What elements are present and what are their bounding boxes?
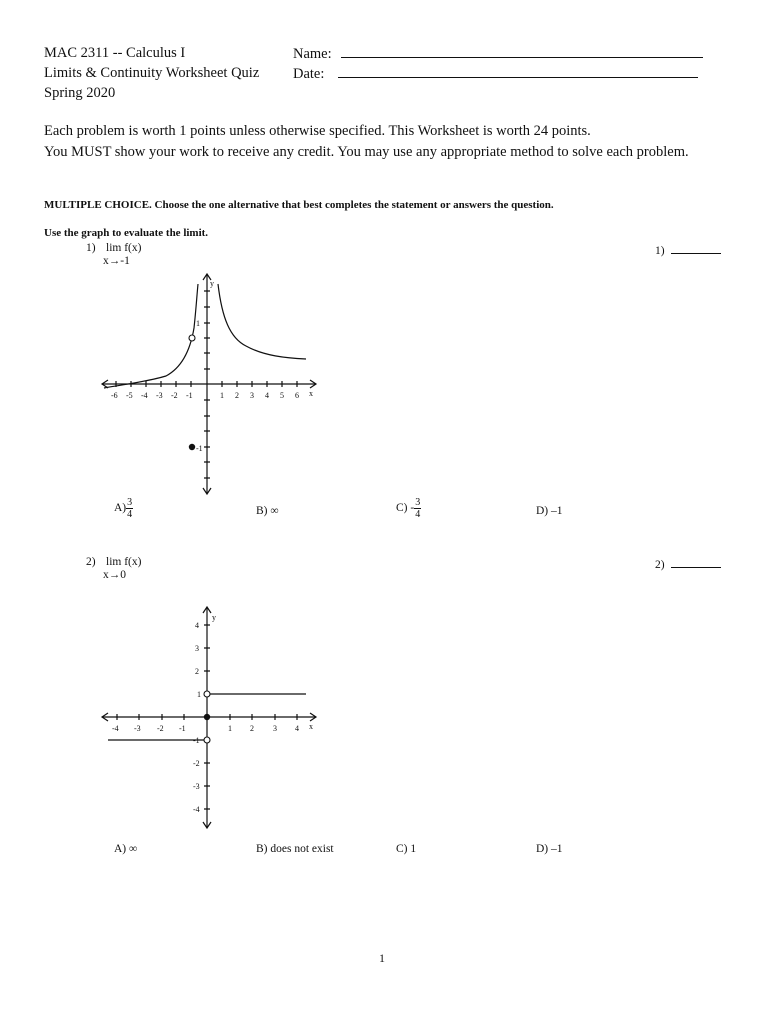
fraction xyxy=(414,497,421,520)
choice-2c[interactable]: C) 1 xyxy=(396,843,417,855)
x-tick-label: -4 xyxy=(141,391,148,400)
x-tick-label: -2 xyxy=(157,724,164,733)
x-tick-label: -3 xyxy=(134,724,141,733)
y-tick-label: -4 xyxy=(193,805,200,814)
section-subtitle: Use the graph to evaluate the limit. xyxy=(44,227,209,239)
open-point xyxy=(204,737,210,743)
y-axis-label: y xyxy=(210,279,214,288)
date-row xyxy=(293,65,698,83)
name-row xyxy=(293,45,703,63)
x-tick-label: 1 xyxy=(228,724,232,733)
date-label: Date: xyxy=(293,66,325,82)
course-title: MAC 2311 -- Calculus I xyxy=(44,45,186,61)
y-tick-label: 1 xyxy=(196,319,200,328)
fraction-numerator: 3 xyxy=(415,497,421,508)
x-tick-label: -1 xyxy=(186,391,193,400)
y-tick-label: 3 xyxy=(195,644,199,653)
choice-1a[interactable] xyxy=(114,497,133,520)
answer-1-label: 1) xyxy=(655,245,665,257)
x-tick-label: 3 xyxy=(250,391,254,400)
x-tick-label: 3 xyxy=(273,724,277,733)
name-label: Name: xyxy=(293,46,332,62)
y-tick-label: 1 xyxy=(197,690,201,699)
answer-2-label: 2) xyxy=(655,559,665,571)
x-tick-label: 6 xyxy=(295,391,299,400)
instructions-line-1: Each problem is worth 1 points unless otherwise specified. This Worksheet is worth 24 points. xyxy=(44,123,591,139)
choice-1b[interactable]: B) ∞ xyxy=(256,505,279,517)
problem-1-lim-sub: x→-1 xyxy=(103,255,130,267)
x-tick-label: -5 xyxy=(126,391,133,400)
quiz-title: Limits & Continuity Worksheet Quiz xyxy=(44,65,260,81)
x-tick-label: 2 xyxy=(250,724,254,733)
x-tick-label: 4 xyxy=(295,724,299,733)
y-tick-label: 4 xyxy=(195,621,199,630)
instructions-line-2: You MUST show your work to receive any credit. You may use any appropriate method to solve each problem. xyxy=(44,144,689,160)
date-field[interactable] xyxy=(338,65,698,78)
x-tick-label: 1 xyxy=(220,391,224,400)
x-axis-label: x xyxy=(309,722,313,731)
x-tick-label: -3 xyxy=(156,391,163,400)
answer-1-blank[interactable] xyxy=(671,242,721,254)
choice-2a[interactable]: A) ∞ xyxy=(114,843,138,855)
name-field[interactable] xyxy=(341,45,703,58)
problem-2-number: 2) xyxy=(86,556,96,568)
problem-1-number: 1) xyxy=(86,242,96,254)
open-point xyxy=(204,691,210,697)
y-tick-label: -1 xyxy=(193,736,200,745)
fraction-denominator: 4 xyxy=(127,509,133,520)
y-tick-label: -3 xyxy=(193,782,200,791)
x-tick-labels xyxy=(111,391,299,400)
problem-1-lim: lim f(x) xyxy=(106,242,142,254)
x-tick-label: 2 xyxy=(235,391,239,400)
section-title: MULTIPLE CHOICE. Choose the one alternative that best completes the statement or answers the question. xyxy=(44,199,554,211)
x-tick-label: 4 xyxy=(265,391,269,400)
curve-right-branch xyxy=(218,284,306,359)
fraction xyxy=(126,497,133,520)
x-tick-label: -1 xyxy=(179,724,186,733)
y-tick-label: -1 xyxy=(196,444,203,453)
answer-2-row xyxy=(655,556,721,571)
fraction-numerator: 3 xyxy=(127,497,133,508)
x-tick-label: -6 xyxy=(111,391,118,400)
x-axis-label: x xyxy=(309,389,313,398)
term: Spring 2020 xyxy=(44,85,116,101)
problem-2-graph xyxy=(96,602,322,832)
choice-1d[interactable]: D) –1 xyxy=(536,505,563,517)
problem-2-lim-sub: x→0 xyxy=(103,569,126,581)
curve-left-branch xyxy=(104,284,198,388)
answer-2-blank[interactable] xyxy=(671,556,721,568)
y-tick-label: -2 xyxy=(193,759,200,768)
open-point xyxy=(189,335,195,341)
y-tick-label: 2 xyxy=(195,667,199,676)
choice-1a-label: A) xyxy=(114,502,127,515)
x-tick-label: -4 xyxy=(112,724,119,733)
choice-2d[interactable]: D) –1 xyxy=(536,843,563,855)
fraction-denominator: 4 xyxy=(415,509,421,520)
choice-1c[interactable] xyxy=(396,497,421,520)
y-axis-label: y xyxy=(212,613,216,622)
problem-1-graph xyxy=(96,268,322,500)
closed-point xyxy=(189,444,195,450)
closed-point xyxy=(204,714,210,720)
page-number: 1 xyxy=(379,951,385,965)
x-tick-label: -2 xyxy=(171,391,178,400)
problem-2-lim: lim f(x) xyxy=(106,556,142,568)
x-tick-labels xyxy=(112,724,299,733)
choice-1c-label: C) - xyxy=(396,502,415,515)
answer-1-row xyxy=(655,242,721,257)
choice-2b[interactable]: B) does not exist xyxy=(256,843,334,855)
x-tick-label: 5 xyxy=(280,391,284,400)
